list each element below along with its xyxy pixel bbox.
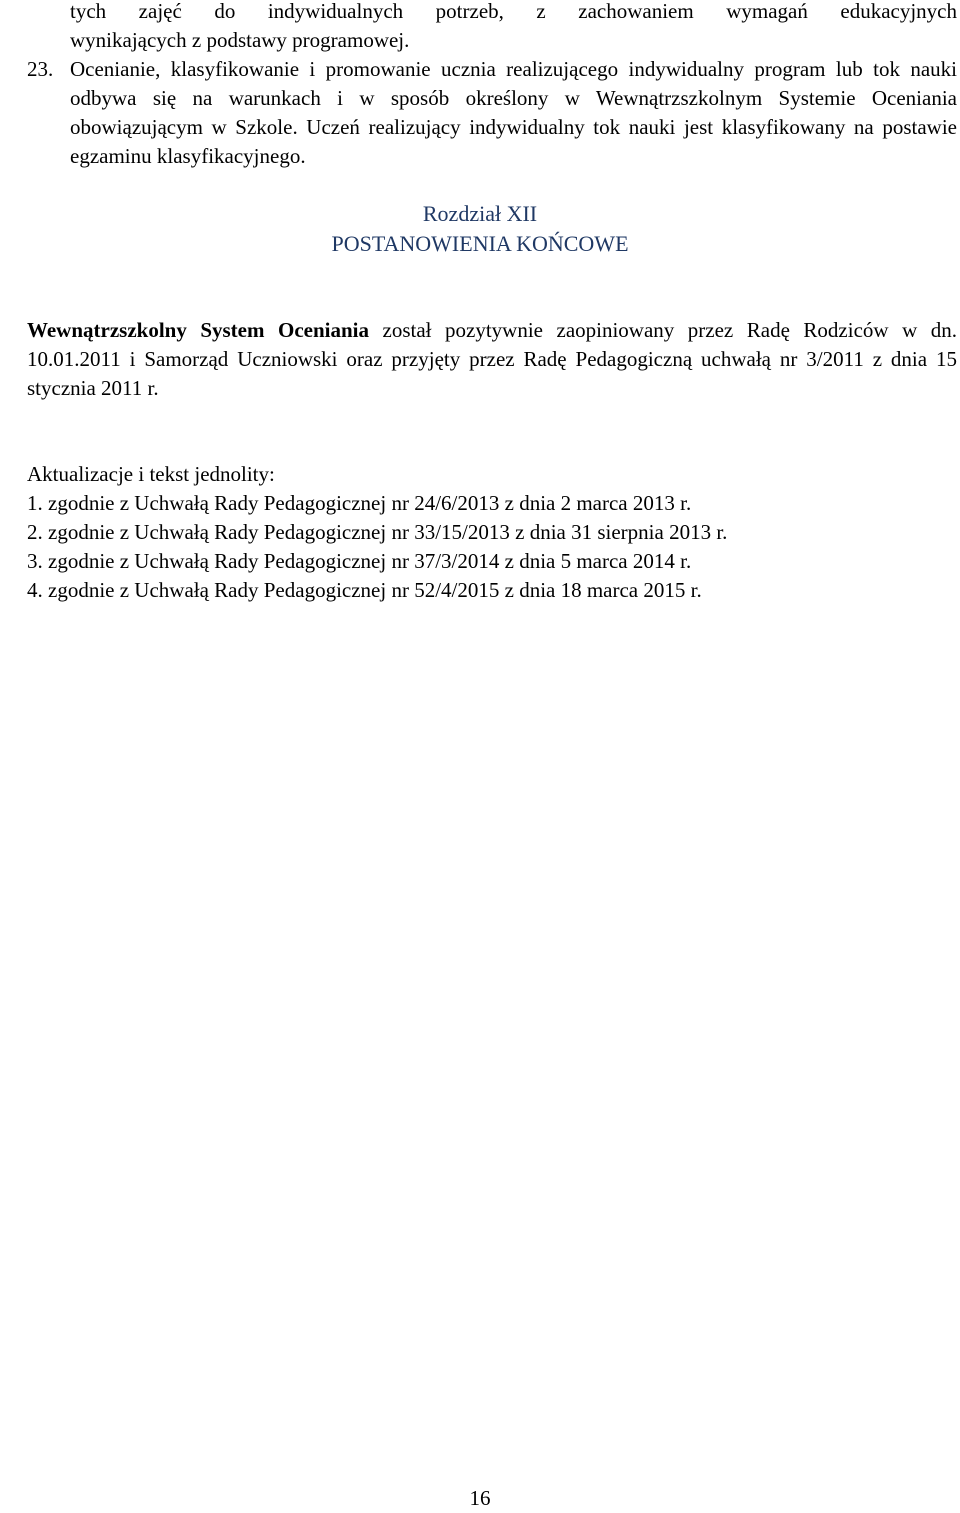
updates-section — [27, 460, 947, 605]
chapter-label: Rozdział XII — [422, 201, 538, 226]
page-number: 16 — [469, 1486, 491, 1510]
continuation-line-1: tych zajęć do indywidualnych potrzeb, z zachowaniem wymagań edukacyjnych — [70, 0, 957, 23]
update-item-4: 4. zgodnie z Uchwałą Rady Pedagogicznej nr 52/4/2015 z dnia 18 marca 2015 r. — [27, 578, 702, 602]
closing-paragraph — [27, 316, 957, 403]
updates-heading: Aktualizacje i tekst jednolity: — [27, 462, 275, 486]
chapter-title: POSTANOWIENIA KOŃCOWE — [331, 231, 629, 256]
closing-subject: Wewnątrzszkolny System Oceniania — [27, 318, 370, 342]
closing-text: został pozytywnie zaopiniowany przez Radę Rodziców w dn. 10.01.2011 i Samorząd Uczniowski oraz przyjęty przez Radę Pedagogiczną uchwałą nr 3/2011 z dnia 15 stycznia 2011 r. — [27, 318, 957, 400]
continuation-line-2: wynikających z podstawy programowej. — [70, 28, 410, 52]
list-item-number: 23. — [27, 57, 54, 81]
update-item-2: 2. zgodnie z Uchwałą Rady Pedagogicznej nr 33/15/2013 z dnia 31 sierpnia 2013 r. — [27, 520, 728, 544]
list-item-text: Ocenianie, klasyfikowanie i promowanie ucznia realizującego indywidualny program lub tok nauki odbywa się na warunkach i w sposób określony w Wewnątrzszkolnym Systemie Oceniania obowiązującym w Szkole. Uczeń realizujący indywidualny tok nauki jest klasyfikowany na postawie egzaminu klasyfikacyjnego. — [70, 57, 957, 168]
update-item-1: 1. zgodnie z Uchwałą Rady Pedagogicznej nr 24/6/2013 z dnia 2 marca 2013 r. — [27, 491, 692, 515]
update-item-3: 3. zgodnie z Uchwałą Rady Pedagogicznej nr 37/3/2014 z dnia 5 marca 2014 r. — [27, 549, 692, 573]
